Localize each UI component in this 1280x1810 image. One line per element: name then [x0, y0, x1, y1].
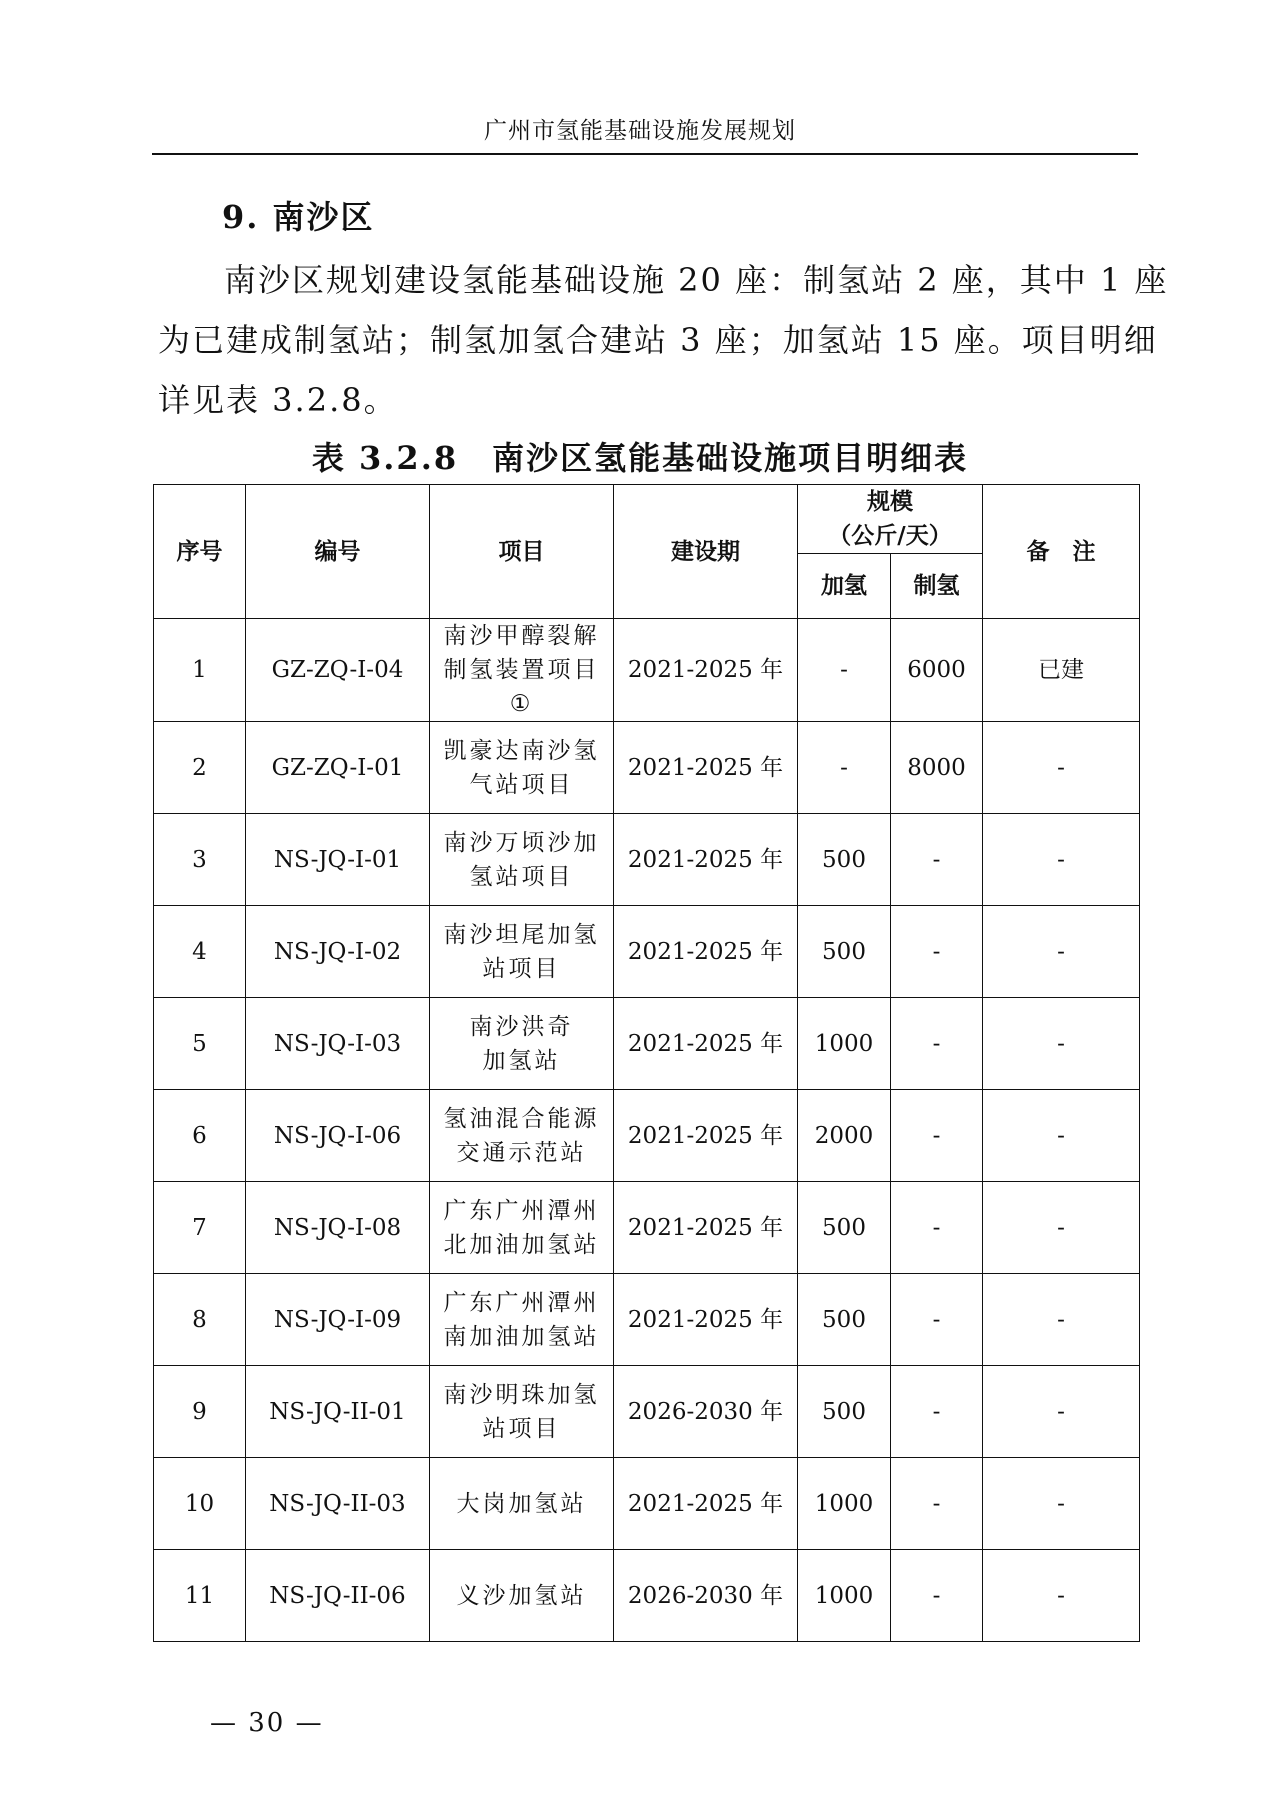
project-line: 广东广州潭州 — [443, 1289, 600, 1316]
cell-remark: - — [983, 1366, 1140, 1458]
cell-period: 2021-2025 年 — [614, 998, 798, 1090]
cell-remark: - — [983, 1550, 1140, 1642]
cell-index: 10 — [154, 1458, 246, 1550]
cell-period: 2021-2025 年 — [614, 1274, 798, 1366]
header-scale-label: 规模 — [867, 488, 913, 515]
table-row — [154, 619, 1140, 722]
cell-period: 2021-2025 年 — [614, 906, 798, 998]
project-line: 氢油混合能源 — [443, 1105, 600, 1132]
running-header: 广州市氢能基础设施发展规划 — [484, 118, 796, 144]
cell-index: 1 — [154, 619, 246, 722]
cell-code: GZ-ZQ-I-04 — [246, 619, 430, 722]
paragraph-line: 南沙区规划建设氢能基础设施 20 座：制氢站 2 座，其中 1 座 — [224, 261, 1169, 299]
cell-index: 8 — [154, 1274, 246, 1366]
cell-code: NS-JQ-I-02 — [246, 906, 430, 998]
cell-remark: - — [983, 998, 1140, 1090]
cell-index: 5 — [154, 998, 246, 1090]
cell-project — [430, 1366, 614, 1458]
cell-code: NS-JQ-I-01 — [246, 814, 430, 906]
table-row — [154, 1458, 1140, 1550]
header-remark: 备 注 — [983, 485, 1140, 619]
project-line: 北加油加氢站 — [443, 1231, 600, 1258]
project-line: 义沙加氢站 — [456, 1582, 587, 1609]
cell-period: 2021-2025 年 — [614, 619, 798, 722]
cell-project — [430, 1550, 614, 1642]
cell-refuel: 500 — [798, 906, 891, 998]
table-row — [154, 906, 1140, 998]
cell-produce: - — [891, 814, 983, 906]
cell-code: NS-JQ-I-06 — [246, 1090, 430, 1182]
project-line: 站项目 — [482, 1415, 561, 1442]
cell-project — [430, 998, 614, 1090]
project-line: 大岗加氢站 — [456, 1490, 587, 1517]
table-row — [154, 722, 1140, 814]
cell-refuel: 1000 — [798, 1550, 891, 1642]
section-heading: 9. 南沙区 — [222, 198, 375, 236]
cell-produce: - — [891, 1274, 983, 1366]
project-line: 凯豪达南沙氢 — [443, 737, 600, 764]
cell-produce: 8000 — [891, 722, 983, 814]
project-line: 广东广州潭州 — [443, 1197, 600, 1224]
cell-period: 2021-2025 年 — [614, 722, 798, 814]
project-line: 加氢站 — [482, 1047, 561, 1074]
cell-remark: - — [983, 722, 1140, 814]
cell-code: NS-JQ-II-03 — [246, 1458, 430, 1550]
header-project: 项目 — [430, 485, 614, 619]
table-row — [154, 1182, 1140, 1274]
cell-period: 2021-2025 年 — [614, 814, 798, 906]
cell-produce: - — [891, 1550, 983, 1642]
cell-period: 2026-2030 年 — [614, 1366, 798, 1458]
cell-project — [430, 619, 614, 722]
header-refuel: 加氢 — [798, 554, 891, 619]
cell-index: 6 — [154, 1090, 246, 1182]
cell-refuel: 1000 — [798, 1458, 891, 1550]
cell-refuel: 500 — [798, 1366, 891, 1458]
cell-code: NS-JQ-I-08 — [246, 1182, 430, 1274]
header-index: 序号 — [154, 485, 246, 619]
project-line: 制氢装置项目 — [443, 657, 600, 683]
project-line: 南沙坦尾加氢 — [443, 921, 600, 948]
cell-project — [430, 814, 614, 906]
table-row — [154, 1550, 1140, 1642]
cell-index: 3 — [154, 814, 246, 906]
cell-produce: - — [891, 1366, 983, 1458]
cell-produce: - — [891, 1182, 983, 1274]
cell-remark: 已建 — [983, 619, 1140, 722]
cell-period: 2021-2025 年 — [614, 1182, 798, 1274]
cell-produce: - — [891, 998, 983, 1090]
paragraph-line: 为已建成制氢站；制氢加氢合建站 3 座；加氢站 15 座。项目明细 — [158, 321, 1158, 359]
cell-project — [430, 722, 614, 814]
project-line: 氢站项目 — [469, 863, 574, 890]
project-line: 南沙甲醇裂解 — [443, 623, 600, 649]
table-caption: 表 3.2.8 南沙区氢能基础设施项目明细表 — [311, 439, 969, 477]
project-line: 南加油加氢站 — [443, 1323, 600, 1350]
cell-index: 11 — [154, 1550, 246, 1642]
header-scale-unit: （公斤/天） — [828, 522, 952, 549]
cell-period: 2021-2025 年 — [614, 1090, 798, 1182]
project-line: 南沙洪奇 — [469, 1013, 574, 1040]
cell-remark: - — [983, 906, 1140, 998]
cell-refuel: 500 — [798, 814, 891, 906]
project-line: 南沙万顷沙加 — [443, 829, 600, 856]
cell-remark: - — [983, 1458, 1140, 1550]
cell-project — [430, 1182, 614, 1274]
cell-code: NS-JQ-II-01 — [246, 1366, 430, 1458]
cell-index: 4 — [154, 906, 246, 998]
project-detail-table — [153, 484, 1140, 1642]
header-period: 建设期 — [614, 485, 798, 619]
cell-period: 2021-2025 年 — [614, 1458, 798, 1550]
project-line: 南沙明珠加氢 — [443, 1381, 600, 1408]
cell-period: 2026-2030 年 — [614, 1550, 798, 1642]
cell-refuel: 1000 — [798, 998, 891, 1090]
cell-refuel: 2000 — [798, 1090, 891, 1182]
table-row — [154, 814, 1140, 906]
header-rule — [152, 153, 1138, 155]
cell-refuel: 500 — [798, 1274, 891, 1366]
table-row — [154, 998, 1140, 1090]
cell-refuel: - — [798, 619, 891, 722]
cell-project — [430, 1274, 614, 1366]
cell-remark: - — [983, 1182, 1140, 1274]
cell-produce: 6000 — [891, 619, 983, 722]
cell-remark: - — [983, 814, 1140, 906]
cell-remark: - — [983, 1090, 1140, 1182]
table-row — [154, 1090, 1140, 1182]
cell-produce: - — [891, 1458, 983, 1550]
cell-produce: - — [891, 906, 983, 998]
paragraph-line: 详见表 3.2.8。 — [158, 381, 398, 419]
header-scale — [798, 485, 983, 554]
body-paragraph — [158, 250, 1169, 430]
cell-refuel: - — [798, 722, 891, 814]
table-row — [154, 1366, 1140, 1458]
cell-project — [430, 906, 614, 998]
header-code: 编号 — [246, 485, 430, 619]
cell-index: 7 — [154, 1182, 246, 1274]
cell-code: GZ-ZQ-I-01 — [246, 722, 430, 814]
header-produce: 制氢 — [891, 554, 983, 619]
page-number: — 30 — — [210, 1708, 324, 1738]
project-line: ① — [509, 691, 534, 717]
cell-refuel: 500 — [798, 1182, 891, 1274]
cell-index: 2 — [154, 722, 246, 814]
cell-code: NS-JQ-I-03 — [246, 998, 430, 1090]
cell-project — [430, 1458, 614, 1550]
cell-code: NS-JQ-II-06 — [246, 1550, 430, 1642]
cell-index: 9 — [154, 1366, 246, 1458]
cell-remark: - — [983, 1274, 1140, 1366]
project-line: 站项目 — [482, 955, 561, 982]
project-line: 交通示范站 — [456, 1139, 587, 1166]
project-line: 气站项目 — [469, 771, 574, 798]
cell-produce: - — [891, 1090, 983, 1182]
cell-code: NS-JQ-I-09 — [246, 1274, 430, 1366]
table-row — [154, 1274, 1140, 1366]
cell-project — [430, 1090, 614, 1182]
